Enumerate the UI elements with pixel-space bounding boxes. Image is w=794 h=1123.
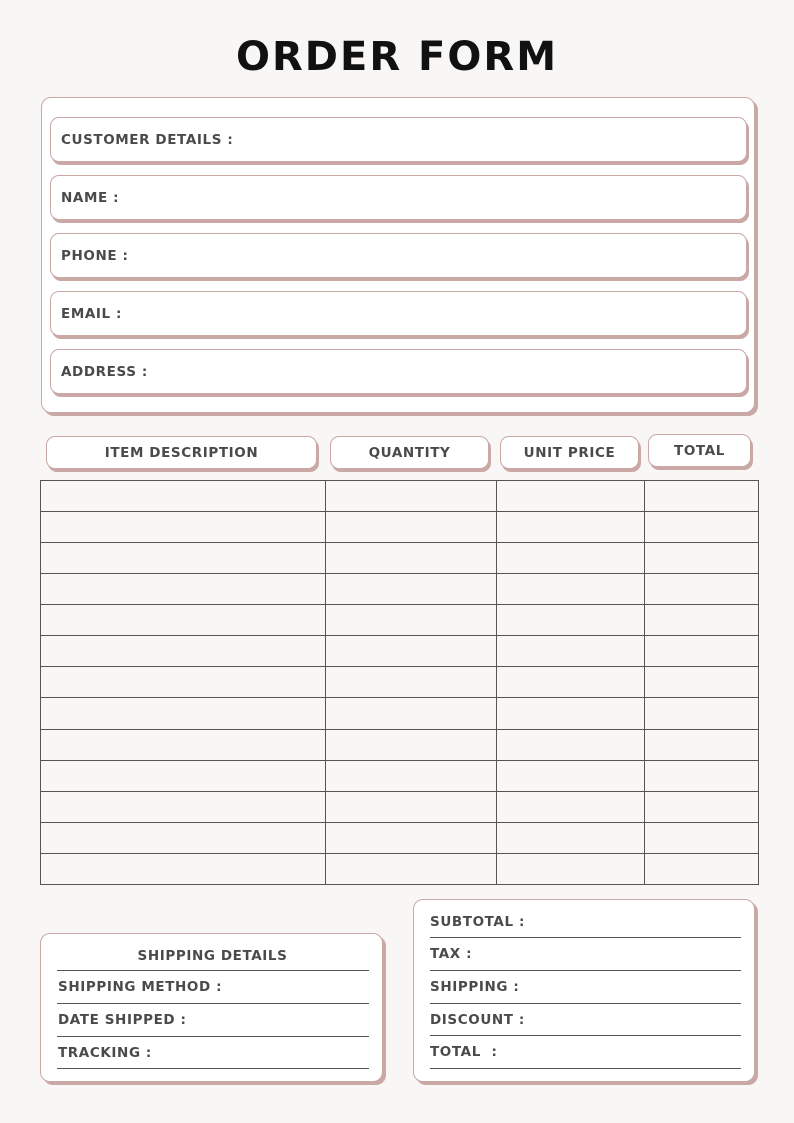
cell-quantity[interactable] (326, 822, 497, 853)
table-row (41, 698, 759, 729)
date-shipped-row[interactable] (57, 1004, 369, 1037)
cell-unit-price[interactable] (497, 543, 645, 574)
cell-quantity[interactable] (326, 698, 497, 729)
cell-quantity[interactable] (326, 481, 497, 512)
shipping-details-title-text: SHIPPING DETAILS (137, 948, 288, 964)
subtotal-row[interactable] (430, 906, 741, 938)
table-row (41, 574, 759, 605)
totals-card (413, 899, 755, 1082)
cell-total[interactable] (645, 698, 759, 729)
cell-quantity[interactable] (326, 760, 497, 791)
header-quantity (330, 436, 489, 469)
header-total-label: TOTAL (674, 442, 725, 459)
table-row (41, 853, 759, 884)
cell-unit-price[interactable] (497, 853, 645, 884)
header-unit-price-label: UNIT PRICE (523, 444, 616, 461)
customer-details-label: CUSTOMER DETAILS : (61, 131, 234, 148)
cell-unit-price[interactable] (497, 512, 645, 543)
cell-description[interactable] (41, 822, 326, 853)
phone-field[interactable] (50, 233, 747, 278)
cell-unit-price[interactable] (497, 729, 645, 760)
header-unit-price (500, 436, 639, 469)
table-row (41, 512, 759, 543)
tracking-label: TRACKING : (58, 1044, 152, 1061)
tax-label: TAX : (430, 946, 473, 962)
table-row (41, 729, 759, 760)
subtotal-label: SUBTOTAL : (430, 913, 525, 930)
cell-unit-price[interactable] (497, 636, 645, 667)
cell-total[interactable] (645, 512, 759, 543)
cell-unit-price[interactable] (497, 791, 645, 822)
cell-unit-price[interactable] (497, 698, 645, 729)
table-row (41, 605, 759, 636)
cell-total[interactable] (645, 853, 759, 884)
cell-total[interactable] (645, 636, 759, 667)
customer-details-field[interactable] (50, 117, 747, 162)
header-quantity-label: QUANTITY (368, 444, 451, 461)
tax-row[interactable] (430, 938, 741, 971)
date-shipped-label: DATE SHIPPED : (58, 1012, 187, 1028)
cell-quantity[interactable] (326, 853, 497, 884)
cell-description[interactable] (41, 605, 326, 636)
shipping-cost-label: SHIPPING : (430, 979, 520, 995)
table-row (41, 791, 759, 822)
cell-description[interactable] (41, 698, 326, 729)
header-total (648, 434, 751, 467)
cell-total[interactable] (645, 729, 759, 760)
header-item-description (46, 436, 317, 469)
cell-total[interactable] (645, 760, 759, 791)
cell-unit-price[interactable] (497, 605, 645, 636)
cell-quantity[interactable] (326, 636, 497, 667)
grand-total-row[interactable] (430, 1036, 741, 1069)
items-table-body (41, 481, 759, 885)
cell-total[interactable] (645, 791, 759, 822)
cell-unit-price[interactable] (497, 822, 645, 853)
items-table (40, 480, 759, 885)
cell-description[interactable] (41, 791, 326, 822)
cell-description[interactable] (41, 574, 326, 605)
address-label: ADDRESS : (61, 363, 148, 380)
table-row (41, 760, 759, 791)
cell-quantity[interactable] (326, 791, 497, 822)
cell-description[interactable] (41, 636, 326, 667)
table-row (41, 822, 759, 853)
email-label: EMAIL : (61, 305, 123, 322)
table-row (41, 636, 759, 667)
email-field[interactable] (50, 291, 747, 336)
shipping-details-title (41, 945, 384, 964)
shipping-method-row[interactable] (57, 971, 369, 1004)
cell-total[interactable] (645, 667, 759, 698)
table-row (41, 543, 759, 574)
cell-quantity[interactable] (326, 512, 497, 543)
cell-quantity[interactable] (326, 605, 497, 636)
cell-unit-price[interactable] (497, 667, 645, 698)
tracking-row[interactable] (57, 1037, 369, 1069)
page-title: ORDER FORM (236, 34, 558, 80)
table-row (41, 481, 759, 512)
cell-unit-price[interactable] (497, 760, 645, 791)
cell-description[interactable] (41, 729, 326, 760)
shipping-details-card (40, 933, 383, 1082)
address-field[interactable] (50, 349, 747, 394)
shipping-method-label: SHIPPING METHOD : (58, 979, 223, 995)
cell-description[interactable] (41, 853, 326, 884)
cell-quantity[interactable] (326, 543, 497, 574)
cell-total[interactable] (645, 574, 759, 605)
cell-description[interactable] (41, 760, 326, 791)
cell-unit-price[interactable] (497, 574, 645, 605)
name-label: NAME : (61, 189, 120, 206)
cell-quantity[interactable] (326, 729, 497, 760)
cell-description[interactable] (41, 543, 326, 574)
header-item-description-label: ITEM DESCRIPTION (104, 444, 259, 461)
cell-quantity[interactable] (326, 667, 497, 698)
customer-details-card (41, 97, 755, 413)
cell-description[interactable] (41, 512, 326, 543)
cell-unit-price[interactable] (497, 481, 645, 512)
phone-label: PHONE : (61, 247, 129, 264)
cell-description[interactable] (41, 481, 326, 512)
shipping-cost-row[interactable] (430, 971, 741, 1004)
cell-quantity[interactable] (326, 574, 497, 605)
discount-label: DISCOUNT : (430, 1011, 525, 1028)
cell-total[interactable] (645, 543, 759, 574)
cell-total[interactable] (645, 605, 759, 636)
table-row (41, 667, 759, 698)
name-field[interactable] (50, 175, 747, 220)
cell-total[interactable] (645, 481, 759, 512)
discount-row[interactable] (430, 1004, 741, 1036)
grand-total-label: TOTAL : (430, 1044, 498, 1060)
cell-description[interactable] (41, 667, 326, 698)
cell-total[interactable] (645, 822, 759, 853)
